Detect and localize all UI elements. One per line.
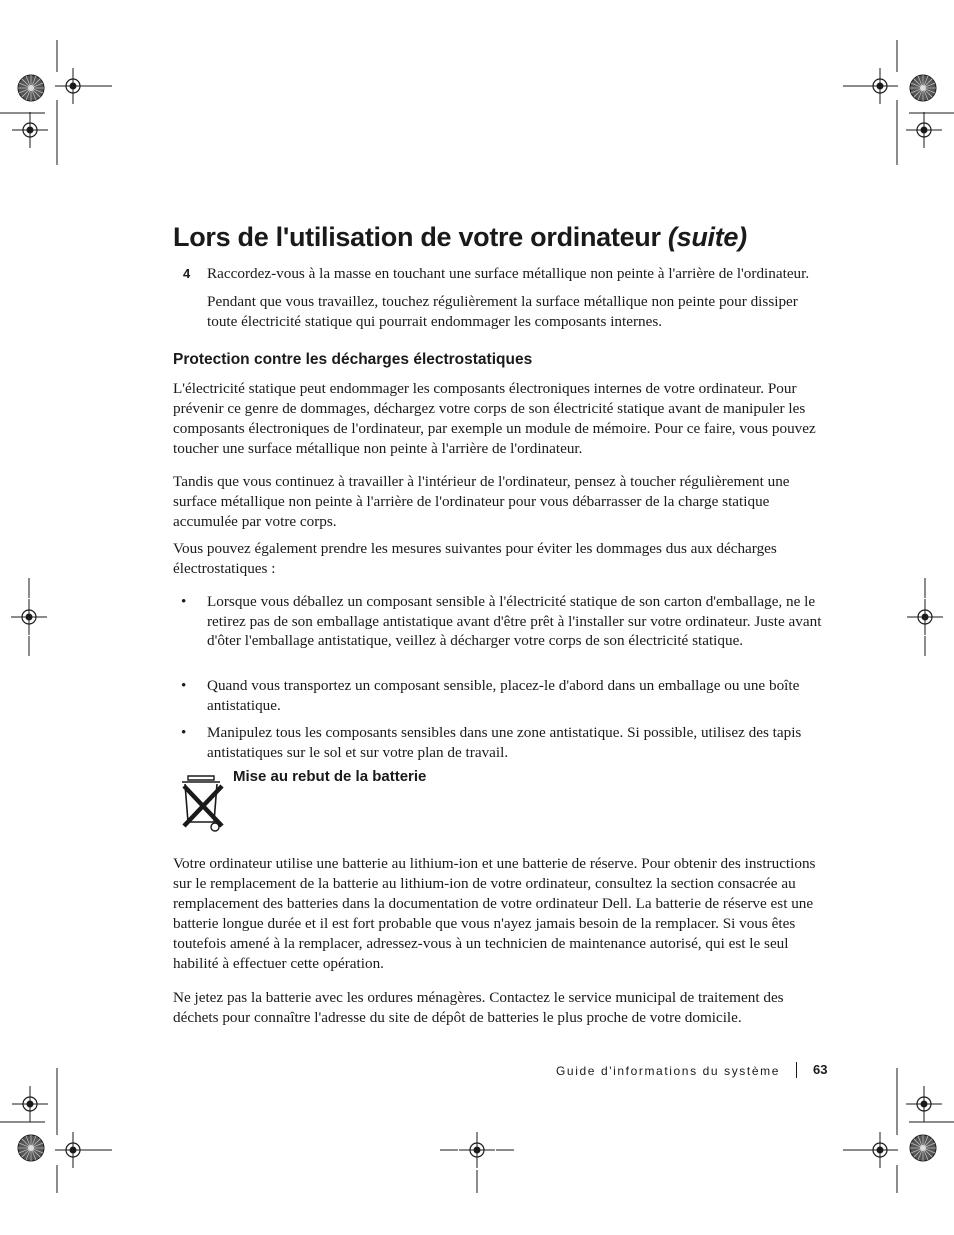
bullet-marker: • <box>181 724 187 741</box>
section-heading-esd: Protection contre les décharges électrostatiques <box>173 351 533 368</box>
esd-paragraph-2: Tandis que vous continuez à travailler à l'intérieur de l'ordinateur, pensez à toucher régulièrement une surface métallique non peinte à l'arrière de l'ordinateur pour vous débarrasser de la charge statique accumulée par votre corps. <box>173 473 790 530</box>
crossed-out-wheelie-bin-icon <box>178 772 226 834</box>
page-footer <box>556 1062 836 1080</box>
battery-paragraph-2: Ne jetez pas la batterie avec les ordures ménagères. Contactez le service municipal de traitement des déchets pour connaître l'adresse du site de dépôt de batteries le plus proche de votre domicile. <box>173 989 784 1026</box>
bullet-marker: • <box>181 593 187 610</box>
battery-paragraph-1: Votre ordinateur utilise une batterie au lithium-ion et une batterie de réserve. Pour obtenir des instructions sur le remplacement de la batterie au lithium-ion de votre ordinateur, consultez la section consacrée au remplacement des batteries dans la documentation de votre ordinateur Dell. La batterie de réserve est une batterie longue durée et il est fort probable que vous n'ayez jamais besoin de la remplacer. Si vous êtes toutefois amené à la remplacer, adressez-vous à un technicien de maintenance autorisé, qui est le seul habilité à effectuer cette opération. <box>173 855 816 972</box>
bullet-marker: • <box>181 677 187 694</box>
step-number: 4 <box>183 266 191 281</box>
page-title-text: Lors de l'utilisation de votre ordinateur <box>173 222 661 252</box>
list-item-text: Quand vous transportez un composant sensible, placez-le d'abord dans un emballage ou une boîte antistatique. <box>207 677 800 714</box>
page-number: 63 <box>813 1062 828 1077</box>
step-text: Raccordez-vous à la masse en touchant une surface métallique non peinte à l'arrière de l'ordinateur. <box>207 265 810 282</box>
footer-guide-title: Guide d'informations du système <box>556 1064 780 1078</box>
esd-paragraph-3: Vous pouvez également prendre les mesures suivantes pour éviter les dommages dus aux décharges électrostatiques : <box>173 540 777 577</box>
list-item-text: Manipulez tous les composants sensibles dans une zone antistatique. Si possible, utilisez des tapis antistatiques sur le sol et sur votre plan de travail. <box>207 724 802 761</box>
footer-divider <box>796 1062 797 1078</box>
section-heading-battery: Mise au rebut de la batterie <box>233 768 427 785</box>
step-note: Pendant que vous travaillez, touchez régulièrement la surface métallique non peinte pour dissiper toute électricité statique qui pourrait endommager les composants internes. <box>207 293 798 330</box>
esd-paragraph-1: L'électricité statique peut endommager les composants électroniques internes de votre ordinateur. Pour prévenir ce genre de dommages, déchargez votre corps de son électricité statique avant de manipuler les composants électroniques de l'ordinateur, par exemple un module de mémoire. Pour ce faire, vous pouvez toucher une surface métallique non peinte à l'arrière de l'ordinateur. <box>173 380 816 457</box>
page-title <box>173 222 747 253</box>
list-item-text: Lorsque vous déballez un composant sensible à l'électricité statique de son carton d'emballage, ne le retirez pas de son emballage antistatique avant d'être prêt à l'installer sur votre ordinateur. Juste avant d'ôter l'emballage antistatique, veillez à décharger votre corps de son électricité statique. <box>207 593 822 649</box>
page-title-suffix: (suite) <box>667 222 747 252</box>
